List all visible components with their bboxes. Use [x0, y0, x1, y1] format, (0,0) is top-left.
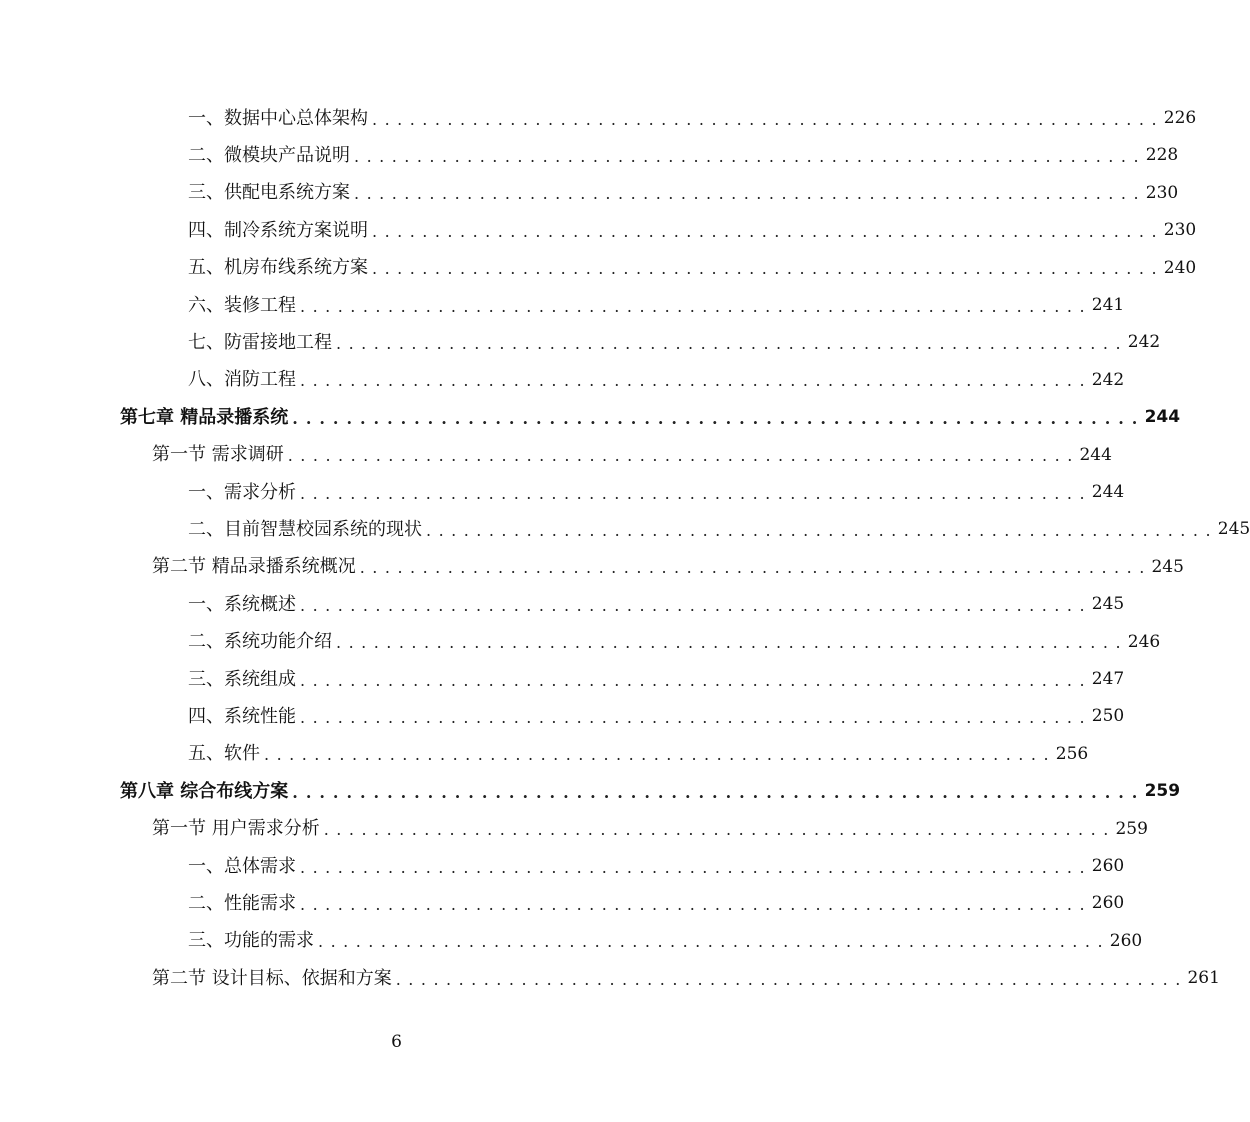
toc-dot-leader: . . . . . . . . . . . . . . . . . . . . . . . . . . . . . . . . . . . . . . . . . . . . . . . . . . . . . . . . . . . . . . .: [323, 820, 1110, 840]
toc-entry-title: 二、微模块产品说明: [188, 144, 350, 166]
toc-entry[interactable]: [0, 624, 1161, 661]
toc-entry-title: 五、机房布线系统方案: [188, 257, 368, 279]
toc-entry-page: 244: [1091, 482, 1125, 502]
toc-entry-title: 一、数据中心总体架构: [188, 107, 368, 129]
toc-entry[interactable]: [0, 586, 1125, 623]
toc-dot-leader: . . . . . . . . . . . . . . . . . . . . . . . . . . . . . . . . . . . . . . . . . . . . . . . . . . . . . . . . . . . . . . .: [300, 595, 1086, 615]
page-number: 6: [391, 1032, 402, 1052]
toc-entry[interactable]: [0, 250, 1197, 287]
toc-entry-title: 二、目前智慧校园系统的现状: [188, 518, 422, 540]
toc-dot-leader: . . . . . . . . . . . . . . . . . . . . . . . . . . . . . . . . . . . . . . . . . . . . . . . . . . . . . . . . . . . . . . .: [372, 109, 1158, 129]
toc-dot-leader: . . . . . . . . . . . . . . . . . . . . . . . . . . . . . . . . . . . . . . . . . . . . . . . . . . . . . . . . . . . . . . .: [336, 333, 1122, 353]
toc-entry-title: 第二节 设计目标、依据和方案: [152, 967, 392, 989]
toc-entry[interactable]: [0, 324, 1161, 361]
toc-entry-title: 三、功能的需求: [188, 930, 314, 952]
toc-entry[interactable]: [0, 549, 1184, 586]
toc-entry-page: 242: [1091, 369, 1125, 390]
toc-dot-leader: . . . . . . . . . . . . . . . . . . . . . . . . . . . . . . . . . . . . . . . . . . . . . . . . . . . . . . . . . . . . . . .: [359, 558, 1146, 578]
toc-entry-title: 一、需求分析: [188, 481, 296, 503]
toc-entry[interactable]: [0, 399, 1181, 436]
toc-entry-page: 230: [1145, 182, 1179, 203]
toc-dot-leader: . . . . . . . . . . . . . . . . . . . . . . . . . . . . . . . . . . . . . . . . . . . . . . . . . . . . . . . . . . . . . . .: [300, 670, 1086, 690]
toc-entry-title: 二、系统功能介绍: [188, 631, 332, 653]
toc-entry-title: 四、制冷系统方案说明: [188, 219, 368, 241]
toc-dot-leader: . . . . . . . . . . . . . . . . . . . . . . . . . . . . . . . . . . . . . . . . . . . . . . . . . . . . . . . . . . . . . . .: [372, 221, 1158, 241]
toc-entry-title: 第二节 精品录播系统概况: [152, 556, 356, 578]
toc-dot-leader: . . . . . . . . . . . . . . . . . . . . . . . . . . . . . . . . . . . . . . . . . . . . . . . . . . . . . . . . . . . . . . .: [318, 932, 1104, 952]
toc-entry[interactable]: [0, 175, 1179, 212]
toc-dot-leader: . . . . . . . . . . . . . . . . . . . . . . . . . . . . . . . . . . . . . . . . . . . . . . . . . . . . . . . . . . . . . . .: [287, 446, 1074, 466]
toc-entry[interactable]: [0, 848, 1125, 885]
toc-entry[interactable]: [0, 362, 1125, 399]
toc-entry[interactable]: [0, 212, 1197, 249]
toc-entry-title: 四、系统性能: [188, 705, 296, 727]
toc-entry-page: 260: [1109, 930, 1143, 951]
toc-entry-page: 226: [1163, 108, 1197, 128]
toc-dot-leader: . . . . . . . . . . . . . . . . . . . . . . . . . . . . . . . . . . . . . . . . . . . . . . . . . . . . . . . . . . . . . . .: [292, 408, 1139, 428]
toc-entry[interactable]: [0, 773, 1181, 810]
toc-entry-page: 230: [1163, 220, 1197, 241]
toc-dot-leader: . . . . . . . . . . . . . . . . . . . . . . . . . . . . . . . . . . . . . . . . . . . . . . . . . . . . . . . . . . . . . . .: [336, 633, 1122, 653]
toc-entry-page: 259: [1115, 818, 1148, 839]
toc-entry-page: 250: [1091, 706, 1125, 727]
toc-dot-leader: . . . . . . . . . . . . . . . . . . . . . . . . . . . . . . . . . . . . . . . . . . . . . . . . . . . . . . . . . . . . . . .: [300, 857, 1086, 877]
toc-entry-page: 244: [1079, 444, 1112, 465]
toc-entry-page: 242: [1127, 332, 1161, 353]
toc-dot-leader: . . . . . . . . . . . . . . . . . . . . . . . . . . . . . . . . . . . . . . . . . . . . . . . . . . . . . . . . . . . . . . .: [300, 707, 1086, 727]
toc-entry-title: 第一节 需求调研: [152, 444, 284, 466]
toc-dot-leader: . . . . . . . . . . . . . . . . . . . . . . . . . . . . . . . . . . . . . . . . . . . . . . . . . . . . . . . . . . . . . . .: [264, 745, 1050, 765]
toc-dot-leader: . . . . . . . . . . . . . . . . . . . . . . . . . . . . . . . . . . . . . . . . . . . . . . . . . . . . . . . . . . . . . . .: [372, 259, 1158, 279]
toc-entry-title: 第八章 综合布线方案: [120, 780, 289, 802]
toc-entry-title: 二、性能需求: [188, 892, 296, 914]
toc-entry-title: 三、系统组成: [188, 668, 296, 690]
toc-entry-title: 一、系统概述: [188, 593, 296, 615]
toc-entry[interactable]: [0, 661, 1125, 698]
toc-entry-page: 245: [1217, 519, 1250, 540]
toc-entry[interactable]: [0, 137, 1179, 174]
toc-entry-page: 260: [1091, 893, 1125, 914]
toc-entry-page: 260: [1091, 856, 1125, 876]
toc-dot-leader: . . . . . . . . . . . . . . . . . . . . . . . . . . . . . . . . . . . . . . . . . . . . . . . . . . . . . . . . . . . . . . .: [300, 371, 1086, 391]
toc-dot-leader: . . . . . . . . . . . . . . . . . . . . . . . . . . . . . . . . . . . . . . . . . . . . . . . . . . . . . . . . . . . . . . .: [354, 184, 1140, 204]
toc-entry-page: 261: [1187, 968, 1220, 989]
toc-entry-title: 七、防雷接地工程: [188, 331, 332, 353]
toc-dot-leader: . . . . . . . . . . . . . . . . . . . . . . . . . . . . . . . . . . . . . . . . . . . . . . . . . . . . . . . . . . . . . . .: [300, 483, 1086, 503]
toc-entry[interactable]: [0, 100, 1197, 137]
toc-dot-leader: . . . . . . . . . . . . . . . . . . . . . . . . . . . . . . . . . . . . . . . . . . . . . . . . . . . . . . . . . . . . . . .: [292, 782, 1139, 802]
toc-entry-title: 一、总体需求: [188, 855, 296, 877]
toc-entry-page: 246: [1127, 631, 1161, 652]
toc-entry-title: 第七章 精品录播系统: [120, 406, 289, 428]
toc-entry-page: 247: [1091, 669, 1125, 689]
toc-entry-page: 245: [1091, 594, 1125, 615]
toc-entry-page: 228: [1145, 145, 1179, 166]
toc-entry-page: 241: [1091, 295, 1125, 315]
toc-entry-title: 六、装修工程: [188, 294, 296, 316]
toc-entry-page: 240: [1163, 257, 1197, 278]
toc-entry-title: 五、软件: [188, 743, 260, 765]
toc-entry[interactable]: [0, 960, 1220, 997]
toc-dot-leader: . . . . . . . . . . . . . . . . . . . . . . . . . . . . . . . . . . . . . . . . . . . . . . . . . . . . . . . . . . . . . . .: [300, 894, 1086, 914]
toc-entry-page: 244: [1144, 407, 1181, 428]
toc-entry-title: 三、供配电系统方案: [188, 182, 350, 204]
toc-entry-title: 八、消防工程: [188, 369, 296, 391]
toc-dot-leader: . . . . . . . . . . . . . . . . . . . . . . . . . . . . . . . . . . . . . . . . . . . . . . . . . . . . . . . . . . . . . . .: [354, 146, 1140, 166]
toc-entry[interactable]: [0, 923, 1143, 960]
toc-entry-page: 245: [1151, 556, 1184, 577]
toc-entry[interactable]: [0, 885, 1125, 922]
toc-entry[interactable]: [0, 736, 1089, 773]
toc-entry-title: 第一节 用户需求分析: [152, 818, 320, 840]
toc-entry[interactable]: [0, 287, 1125, 324]
toc-entry[interactable]: [0, 437, 1112, 474]
toc-dot-leader: . . . . . . . . . . . . . . . . . . . . . . . . . . . . . . . . . . . . . . . . . . . . . . . . . . . . . . . . . . . . . . .: [426, 520, 1212, 540]
toc-entry-page: 259: [1144, 781, 1181, 802]
toc-entry-page: 256: [1055, 743, 1089, 764]
toc-entry[interactable]: [0, 698, 1125, 735]
toc-entry[interactable]: [0, 474, 1125, 511]
toc-entry[interactable]: [0, 811, 1148, 848]
toc-dot-leader: . . . . . . . . . . . . . . . . . . . . . . . . . . . . . . . . . . . . . . . . . . . . . . . . . . . . . . . . . . . . . . .: [300, 296, 1086, 316]
toc-entry[interactable]: [0, 511, 1250, 548]
toc-dot-leader: . . . . . . . . . . . . . . . . . . . . . . . . . . . . . . . . . . . . . . . . . . . . . . . . . . . . . . . . . . . . . . .: [395, 969, 1182, 989]
